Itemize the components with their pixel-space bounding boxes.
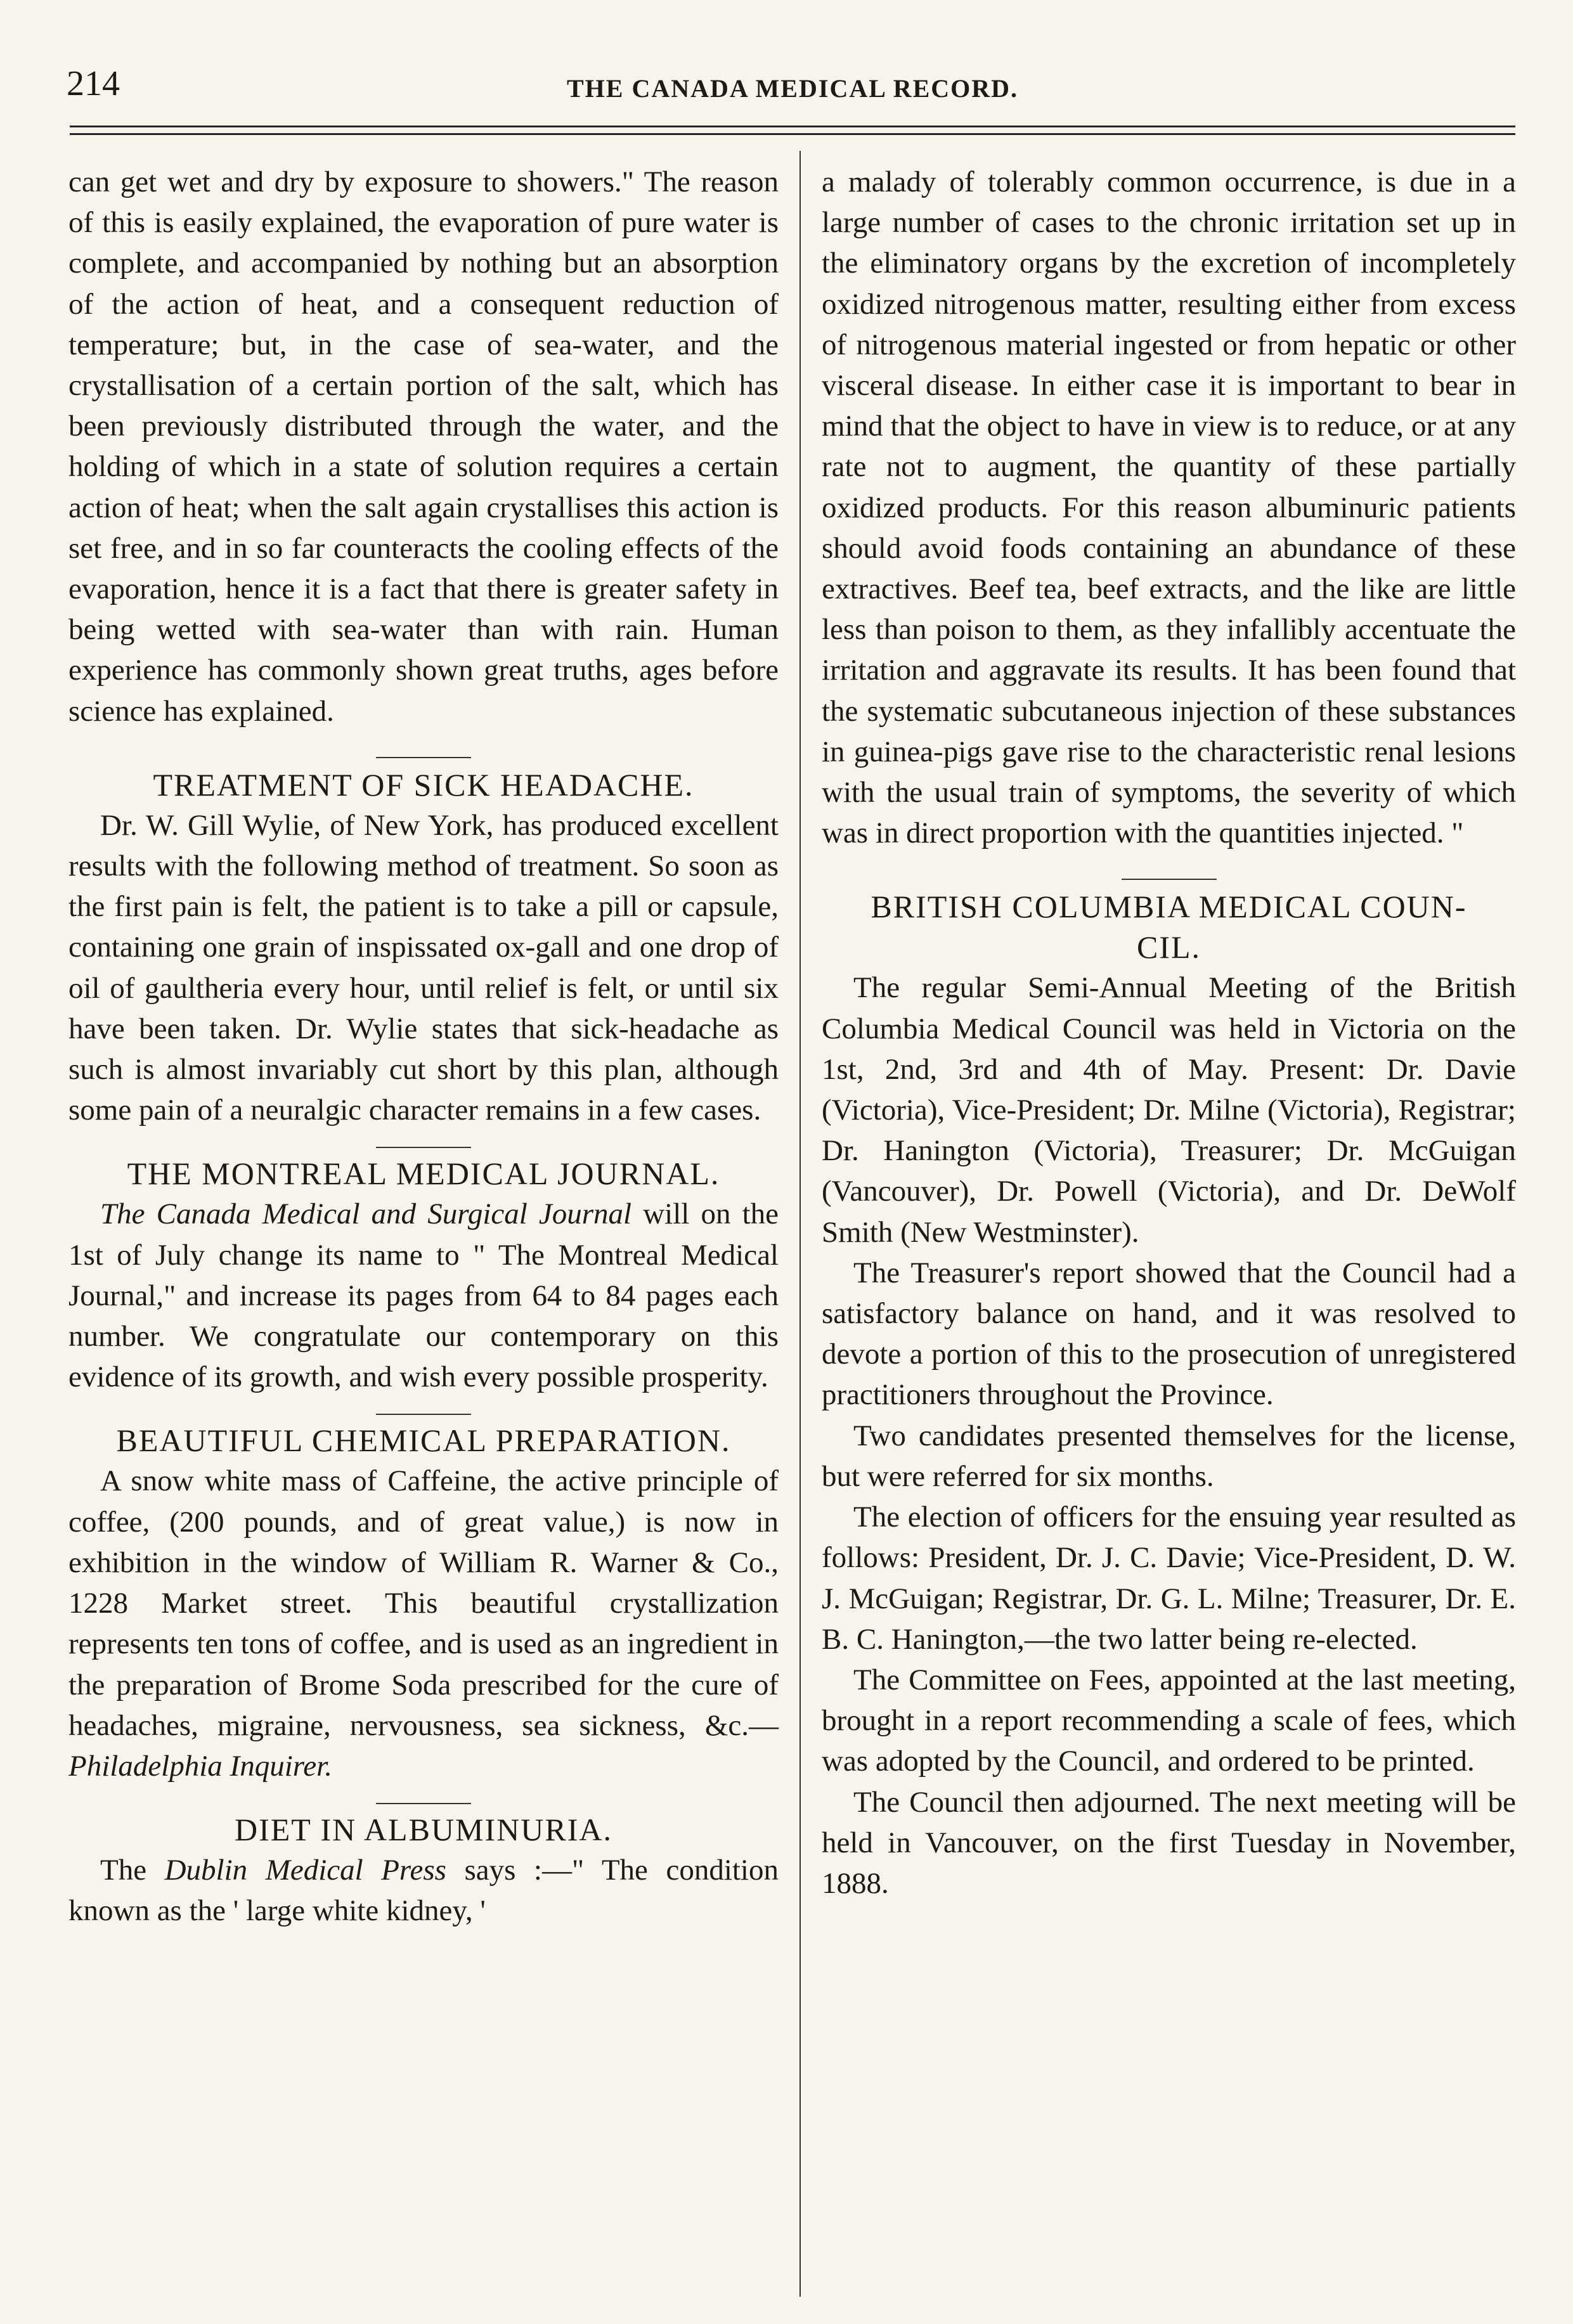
albuminuria-heading: DIET IN ALBUMINURIA. xyxy=(235,1812,612,1848)
bc-council-heading-line1: BRITISH COLUMBIA MEDICAL COUN- xyxy=(871,889,1467,925)
montreal-journal-body xyxy=(68,1194,779,1397)
sick-headache-body: Dr. W. Gill Wylie, of New York, has produced excellent results with the following method of treatment. So soon as the first pain is felt, the patient is to take a pill or capsule, containing one grain of inspissated ox-gall and one drop of oil of gaultheria every hour, until relief is felt, or until six have been taken. Dr. Wylie states that sick-headache as such is almost invariably cut short by this plan, although some pain of a neuralgic character remains in a few cases. xyxy=(68,808,779,1127)
bc-council-para-4: The election of officers for the ensuing year resulted as follows: President, Dr. J. C. Davie; Vice-President, D. W. J. McGuigan; Registrar, Dr. G. L. Milne; Treasurer, Dr. E. B. C. Hanington,—the two latter being re-elected. xyxy=(822,1501,1516,1656)
albuminuria-body xyxy=(68,1850,779,1931)
bc-council-para-3: Two candidates presented themselves for the license, but were referred for six months. xyxy=(822,1419,1516,1493)
section-separator xyxy=(376,757,471,758)
albuminuria-text: says :—" The condition known as the ' large white kidney, ' xyxy=(68,1854,779,1928)
bc-council-para-2: The Treasurer's report showed that the Council had a satisfactory balance on hand, and it was resolved to devote a portion of this to the prosecution of unregistered practitioners throughout the Province. xyxy=(822,1256,1516,1412)
section-separator xyxy=(376,1803,471,1804)
chemical-prep-heading: BEAUTIFUL CHEMICAL PREPARATION. xyxy=(116,1423,731,1459)
continued-paragraph: can get wet and dry by exposure to showers." The reason of this is easily explained, the evaporation of pure water is complete, and accompanied by nothing but an absorption of the action of heat, and a consequent reduction of temperature; but, in the case of sea-water, and the crystallisation of a certain portion of the salt, which has been previously distributed through the water, and the holding of which in a state of solution requires a certain action of heat; when the salt again crystallises this action is set free, and in so far counteracts the cooling effects of the evaporation, hence it is a fact that there is greater safety in being wetted with sea-water than with rain. Human experience has commonly shown great truths, ages before science has explained. xyxy=(68,165,779,728)
montreal-journal-heading: THE MONTREAL MEDICAL JOURNAL. xyxy=(127,1156,720,1192)
bc-council-para-6: The Council then adjourned. The next meeting will be held in Vancouver, on the first Tuesday in November, 1888. xyxy=(822,1785,1516,1900)
section-separator xyxy=(376,1414,471,1415)
sick-headache-heading: TREATMENT OF SICK HEADACHE. xyxy=(153,766,694,803)
header-rule-top xyxy=(70,126,1515,127)
right-column xyxy=(822,162,1516,1904)
albuminuria-lead: The xyxy=(100,1854,165,1887)
section-separator xyxy=(376,1147,471,1148)
chemical-prep-body xyxy=(68,1461,779,1786)
page-number: 214 xyxy=(67,64,120,103)
section-separator xyxy=(1122,879,1217,880)
journal-name: The Canada Medical and Surgical Journal xyxy=(100,1198,632,1231)
bc-council-para-5: The Committee on Fees, appointed at the last meeting, brought in a report recommending a scale of fees, which was adopted by the Council, and ordered to be printed. xyxy=(822,1663,1516,1778)
left-column xyxy=(68,162,779,1932)
bc-council-para-1: The regular Semi-Annual Meeting of the British Columbia Medical Council was held in Victoria on the 1st, 2nd, 3rd and 4th of May. Present: Dr. Davie (Victoria), Vice-President; Dr. Milne (Victoria), Registrar; Dr. Hanington (Victoria), Treasurer; Dr. McGuigan (Vancouver), Dr. Powell (Victoria), and Dr. DeWolf Smith (New Westminster). xyxy=(822,971,1516,1249)
running-head: THE CANADA MEDICAL RECORD. xyxy=(566,74,1019,103)
chemical-prep-text: A snow white mass of Caffeine, the active principle of coffee, (200 pounds, and of great value,) is now in exhibition in the window of William R. Warner & Co., 1228 Market street. This beautiful crystallization represents ten tons of coffee, and is used as an ingredient in the preparation of Brome Soda prescribed for the cure of headaches, migraine, nervousness, sea sickness, &c.— xyxy=(68,1464,779,1742)
montreal-journal-text: will on the 1st of July change its name to " The Montreal Medical Journal," and increase its pages from 64 to 84 pages each number. We congratulate our contemporary on this evidence of its growth, and wish every possible prosperity. xyxy=(68,1198,779,1394)
chemical-prep-source: Philadelphia Inquirer. xyxy=(68,1749,333,1783)
bc-council-heading xyxy=(822,886,1516,967)
header-rule-bottom xyxy=(70,133,1515,135)
bc-council-heading-line2: CIL. xyxy=(1136,929,1201,965)
albuminuria-source: Dublin Medical Press xyxy=(164,1854,446,1887)
column-divider xyxy=(799,151,801,2297)
page-header xyxy=(67,63,1518,114)
albuminuria-continued: a malady of tolerably common occurrence, is due in a large number of cases to the chronic irritation set up in the eliminatory organs by the excretion of incompletely oxidized nitrogenous matter, resulting either from excess of nitrogenous material ingested or from hepatic or other visceral disease. In either case it is important to bear in mind that the object to have in view is to reduce, or at any rate not to augment, the quantity of these partially oxidized products. For this reason albuminuric patients should avoid foods containing an abundance of these extractives. Beef tea, beef extracts, and the like are little less than poison to them, as they infallibly accentuate the irritation and aggravate its results. It has been found that the systematic subcutaneous injection of these substances in guinea-pigs gave rise to the characteristic renal lesions with the usual train of symptoms, the severity of which was in direct proportion with the quantities injected. " xyxy=(822,165,1516,850)
